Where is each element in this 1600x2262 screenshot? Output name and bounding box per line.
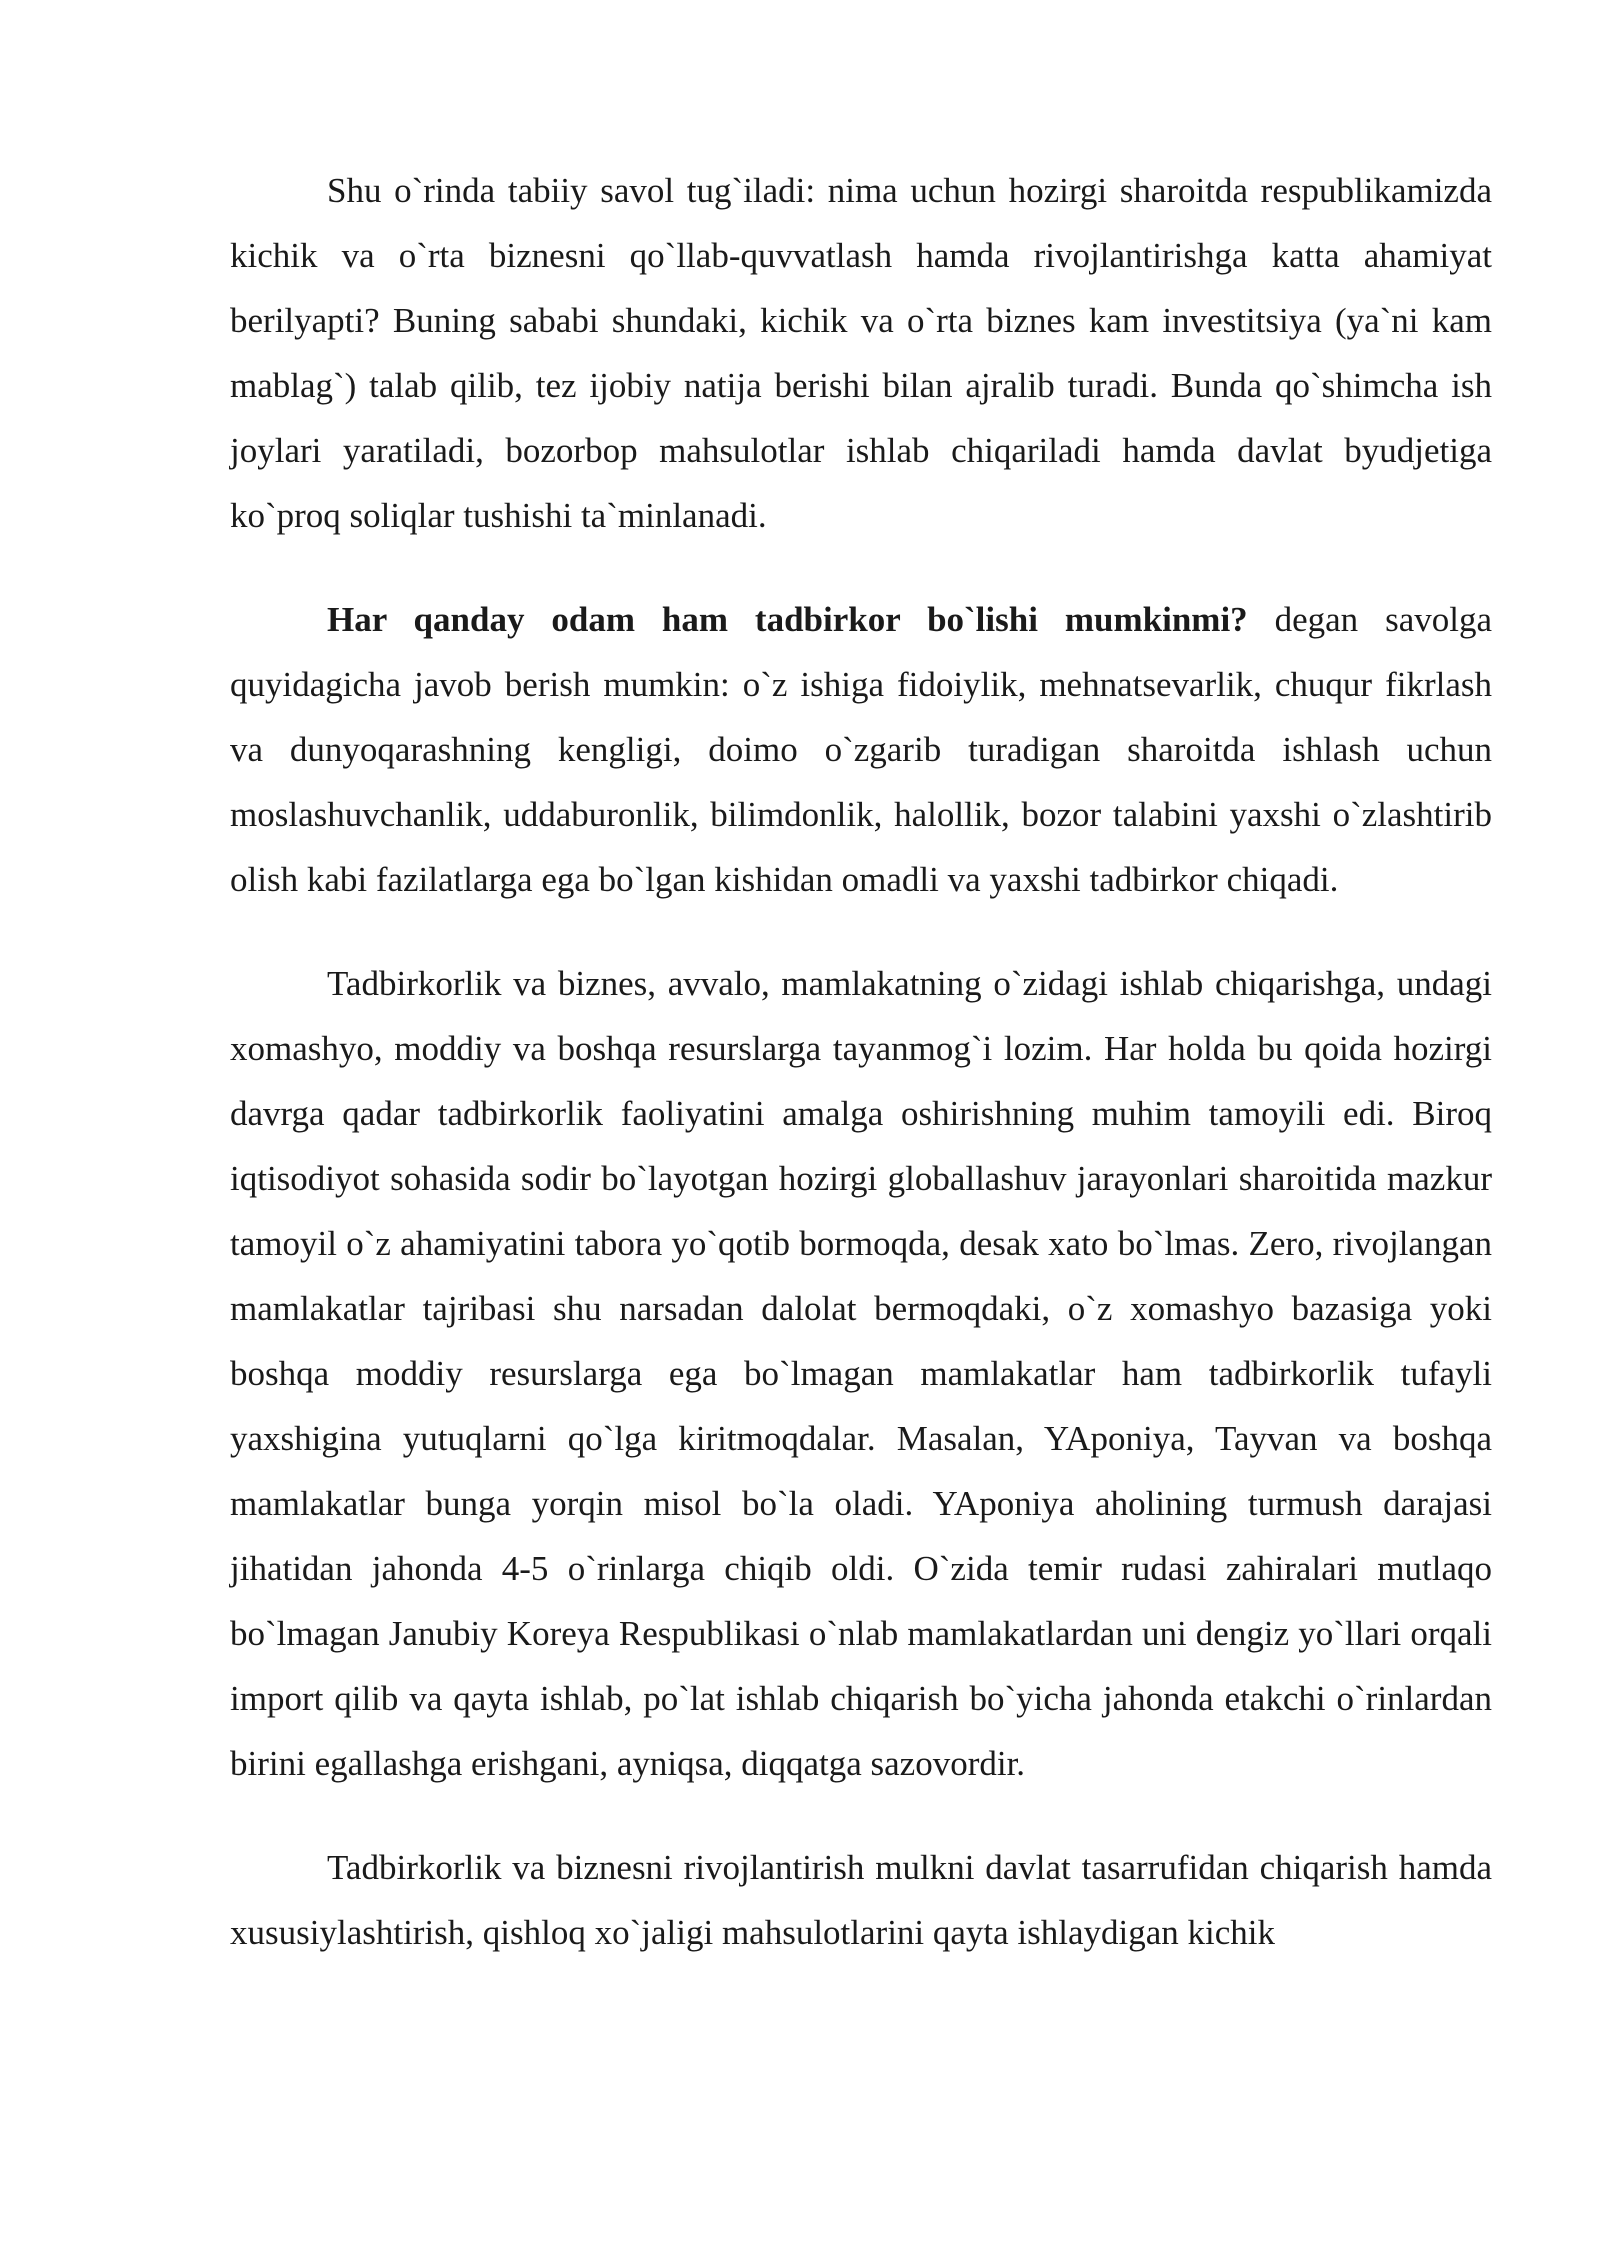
paragraph-1-text: Shu o`rinda tabiiy savol tug`iladi: nima uchun hozirgi sharoitda respublikamizda kichik va o`rta biznesni qo`llab-quvvatlash hamda rivojlantirishga katta ahamiyat berilyapti? Buning sababi shundaki, kichik va o`rta biznes kam investitsiya (ya`ni kam mablag`) talab qilib, tez ijobiy natija berishi bilan ajralib turadi. Bunda qo`shimcha ish joylari yaratiladi, bozorbop mahsulotlar ishlab chiqariladi hamda davlat byudjetiga ko`proq soliqlar tushishi ta`minlanadi. — [230, 171, 1492, 535]
paragraph-2-bold-question: Har qanday odam ham tadbirkor bo`lishi mumkinmi? — [327, 600, 1248, 639]
paragraph-2-text: degan savolga quyidagicha javob berish mumkin: o`z ishiga fidoiylik, mehnatsevarlik, chuqur fikrlash va dunyoqarashning kengligi, doimo o`zgarib turadigan sharoitda ishlash uchun moslashuvchanlik, uddaburonlik, bilimdonlik, halollik, bozor talabini yaxshi o`zlashtirib olish kabi fazilatlarga ega bo`lgan kishidan omadli va yaxshi tadbirkor chiqadi. — [230, 600, 1493, 899]
paragraph-3 — [230, 951, 1492, 1796]
paragraph-4 — [230, 1835, 1492, 1965]
paragraph-3-text: Tadbirkorlik va biznes, avvalo, mamlakatning o`zidagi ishlab chiqarishga, undagi xomashyo, moddiy va boshqa resurslarga tayanmog`i lozim. Har holda bu qoida hozirgi davrga qadar tadbirkorlik faoliyatini amalga oshirishning muhim tamoyili edi. Biroq iqtisodiyot sohasida sodir bo`layotgan hozirgi globallashuv jarayonlari sharoitida mazkur tamoyil o`z ahamiyatini tabora yo`qotib bormoqda, desak xato bo`lmas. Zero, rivojlangan mamlakatlar tajribasi shu narsadan dalolat bermoqdaki, o`z xomashyo bazasiga yoki boshqa moddiy resurslarga ega bo`lmagan mamlakatlar ham tadbirkorlik tufayli yaxshigina yutuqlarni qo`lga kiritmoqdalar. Masalan, YAponiya, Tayvan va boshqa mamlakatlar bunga yorqin misol bo`la oladi. YAponiya aholining turmush darajasi jihatidan jahonda 4-5 o`rinlarga chiqib oldi. O`zida temir rudasi zahiralari mutlaqo bo`lmagan Janubiy Koreya Respublikasi o`nlab mamlakatlardan uni dengiz yo`llari orqali import qilib va qayta ishlab, po`lat ishlab chiqarish bo`yicha jahonda etakchi o`rinlardan birini egallashga erishgani, ayniqsa, diqqatga sazovordir. — [230, 964, 1492, 1783]
paragraph-4-text: Tadbirkorlik va biznesni rivojlantirish mulkni davlat tasarrufidan chiqarish hamda xususiylashtirish, qishloq xo`jaligi mahsulotlarini qayta ishlaydigan kichik — [230, 1848, 1492, 1952]
paragraph-1 — [230, 158, 1492, 548]
document-body — [230, 158, 1492, 1965]
paragraph-2 — [230, 587, 1492, 912]
